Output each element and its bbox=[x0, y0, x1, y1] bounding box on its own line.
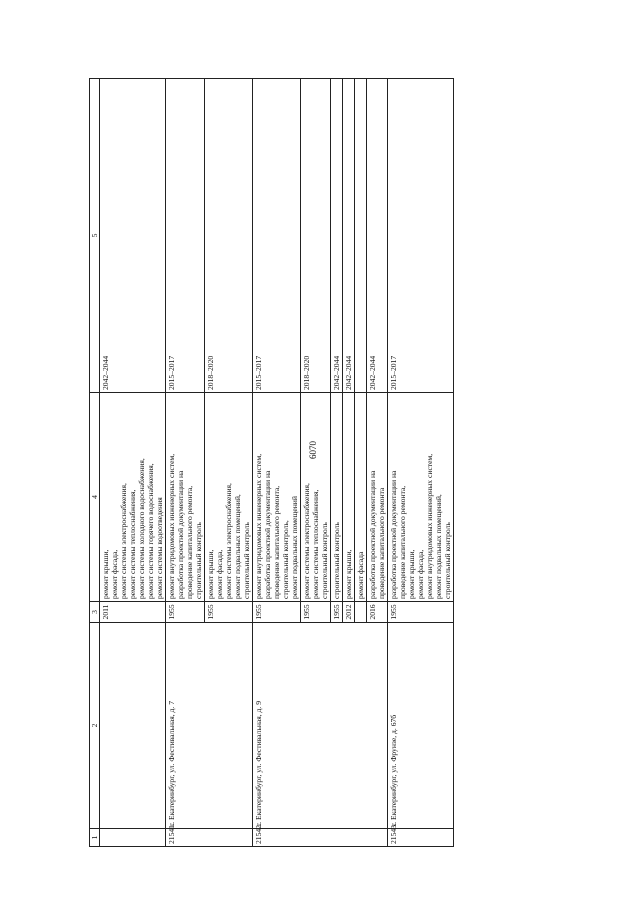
period-cell: 2018–2020 bbox=[301, 79, 331, 393]
period-cell: 2015–2017 bbox=[253, 79, 301, 393]
table-row bbox=[253, 79, 301, 847]
work-item: ремонт подвальных помещений, bbox=[233, 494, 242, 599]
period-cell: 2042–2044 bbox=[343, 79, 355, 393]
work-item: ремонт системы электроснабжения, bbox=[119, 483, 128, 599]
work-item: ремонт крыши, bbox=[407, 549, 416, 599]
work-item: ремонт внутридомовых инженерных систем, bbox=[167, 453, 176, 599]
work-item: строительный контроль, bbox=[281, 520, 290, 599]
table-row bbox=[388, 79, 454, 847]
year-cell: 1955 bbox=[166, 602, 205, 623]
row-number: 21543. bbox=[388, 829, 454, 847]
work-item: ремонт крыши, bbox=[344, 549, 353, 599]
work-item: ремонт фасада, bbox=[215, 549, 224, 599]
year-cell bbox=[355, 602, 367, 623]
row-number: 21542. bbox=[253, 829, 388, 847]
work-item: ремонт системы холодного водоснабжения, bbox=[137, 458, 146, 599]
table-body bbox=[100, 79, 454, 847]
works-cell bbox=[388, 393, 454, 602]
work-item: разработка проектной документации на bbox=[263, 470, 272, 599]
work-item: ремонт подвальных помещений, bbox=[434, 494, 443, 599]
work-item: ремонт системы водоотведения bbox=[155, 497, 164, 599]
address-cell: г. Екатеринбург, ул. Фестивальная, д. 9 bbox=[253, 623, 388, 829]
header-col-3: 3 bbox=[90, 602, 100, 623]
work-item: ремонт фасада, bbox=[416, 549, 425, 599]
work-item: проведение капитального ремонта bbox=[377, 487, 386, 599]
works-cell bbox=[331, 393, 343, 602]
page-number: 6070 bbox=[308, 441, 318, 459]
work-item: ремонт системы теплоснабжения, bbox=[128, 489, 137, 599]
works-cell bbox=[301, 393, 331, 602]
address-cell bbox=[100, 623, 166, 829]
work-item: ремонт системы электроснабжения, bbox=[302, 483, 311, 599]
work-item: ремонт системы горячего водоснабжения, bbox=[146, 463, 155, 599]
work-item: строительный контроль bbox=[443, 522, 452, 599]
address-cell: г. Екатеринбург, ул. Фестивальная, д. 7 bbox=[166, 623, 253, 829]
work-item: ремонт фасада bbox=[356, 551, 365, 599]
work-item: ремонт системы теплоснабжения, bbox=[311, 489, 320, 599]
works-cell bbox=[100, 393, 166, 602]
work-item: разработка проектной документации на bbox=[368, 470, 377, 599]
table-header bbox=[90, 79, 100, 847]
works-cell bbox=[367, 393, 388, 602]
header-col-5: 5 bbox=[90, 79, 100, 393]
period-cell: 2042–2044 bbox=[100, 79, 166, 393]
work-item: разработка проектной документации на bbox=[176, 470, 185, 599]
work-item: проведение капитального ремонта, bbox=[398, 485, 407, 599]
period-cell: 2015–2017 bbox=[388, 79, 454, 393]
period-cell: 2015–2017 bbox=[166, 79, 205, 393]
year-cell: 2011 bbox=[100, 602, 166, 623]
repair-schedule-table bbox=[89, 78, 454, 847]
work-item: ремонт внутридомовых инженерных систем, bbox=[254, 453, 263, 599]
work-item: строительный контроль bbox=[194, 522, 203, 599]
work-item: ремонт системы электроснабжения, bbox=[224, 483, 233, 599]
row-number: 21541. bbox=[166, 829, 253, 847]
header-col-4: 4 bbox=[90, 393, 100, 602]
works-cell bbox=[253, 393, 301, 602]
work-item: ремонт крыши, bbox=[206, 549, 215, 599]
header-col-1: 1 bbox=[90, 829, 100, 847]
work-item: проведение капитального ремонта, bbox=[272, 485, 281, 599]
work-item: проведение капитального ремонта, bbox=[185, 485, 194, 599]
address-cell: г. Екатеринбург, ул. Фрунзе, д. 67б bbox=[388, 623, 454, 829]
header-col-2: 2 bbox=[90, 623, 100, 829]
row-number bbox=[100, 829, 166, 847]
works-cell bbox=[355, 393, 367, 602]
work-item: строительный контроль bbox=[320, 522, 329, 599]
work-item: разработка проектной документации на bbox=[389, 470, 398, 599]
year-cell: 2016 bbox=[367, 602, 388, 623]
year-cell: 2012 bbox=[343, 602, 355, 623]
table-row bbox=[166, 79, 205, 847]
work-item: ремонт крыши, bbox=[101, 549, 110, 599]
year-cell: 1955 bbox=[301, 602, 331, 623]
work-item: строительный контроль bbox=[332, 522, 341, 599]
table-row bbox=[100, 79, 166, 847]
works-cell bbox=[205, 393, 253, 602]
year-cell: 1955 bbox=[331, 602, 343, 623]
work-item: ремонт фасада, bbox=[110, 549, 119, 599]
work-item: ремонт подвальных помещений bbox=[290, 496, 299, 599]
work-item: строительный контроль bbox=[242, 522, 251, 599]
period-cell: 2042–2044 bbox=[367, 79, 388, 393]
period-cell: 2042–2044 bbox=[331, 79, 343, 393]
table-frame bbox=[89, 79, 551, 847]
period-cell: 2018–2020 bbox=[205, 79, 253, 393]
works-cell bbox=[166, 393, 205, 602]
year-cell: 1955 bbox=[253, 602, 301, 623]
work-item: ремонт внутридомовых инженерных систем, bbox=[425, 453, 434, 599]
year-cell: 1955 bbox=[205, 602, 253, 623]
period-cell bbox=[355, 79, 367, 393]
year-cell: 1955 bbox=[388, 602, 454, 623]
table-rotation bbox=[89, 79, 551, 847]
works-cell bbox=[343, 393, 355, 602]
